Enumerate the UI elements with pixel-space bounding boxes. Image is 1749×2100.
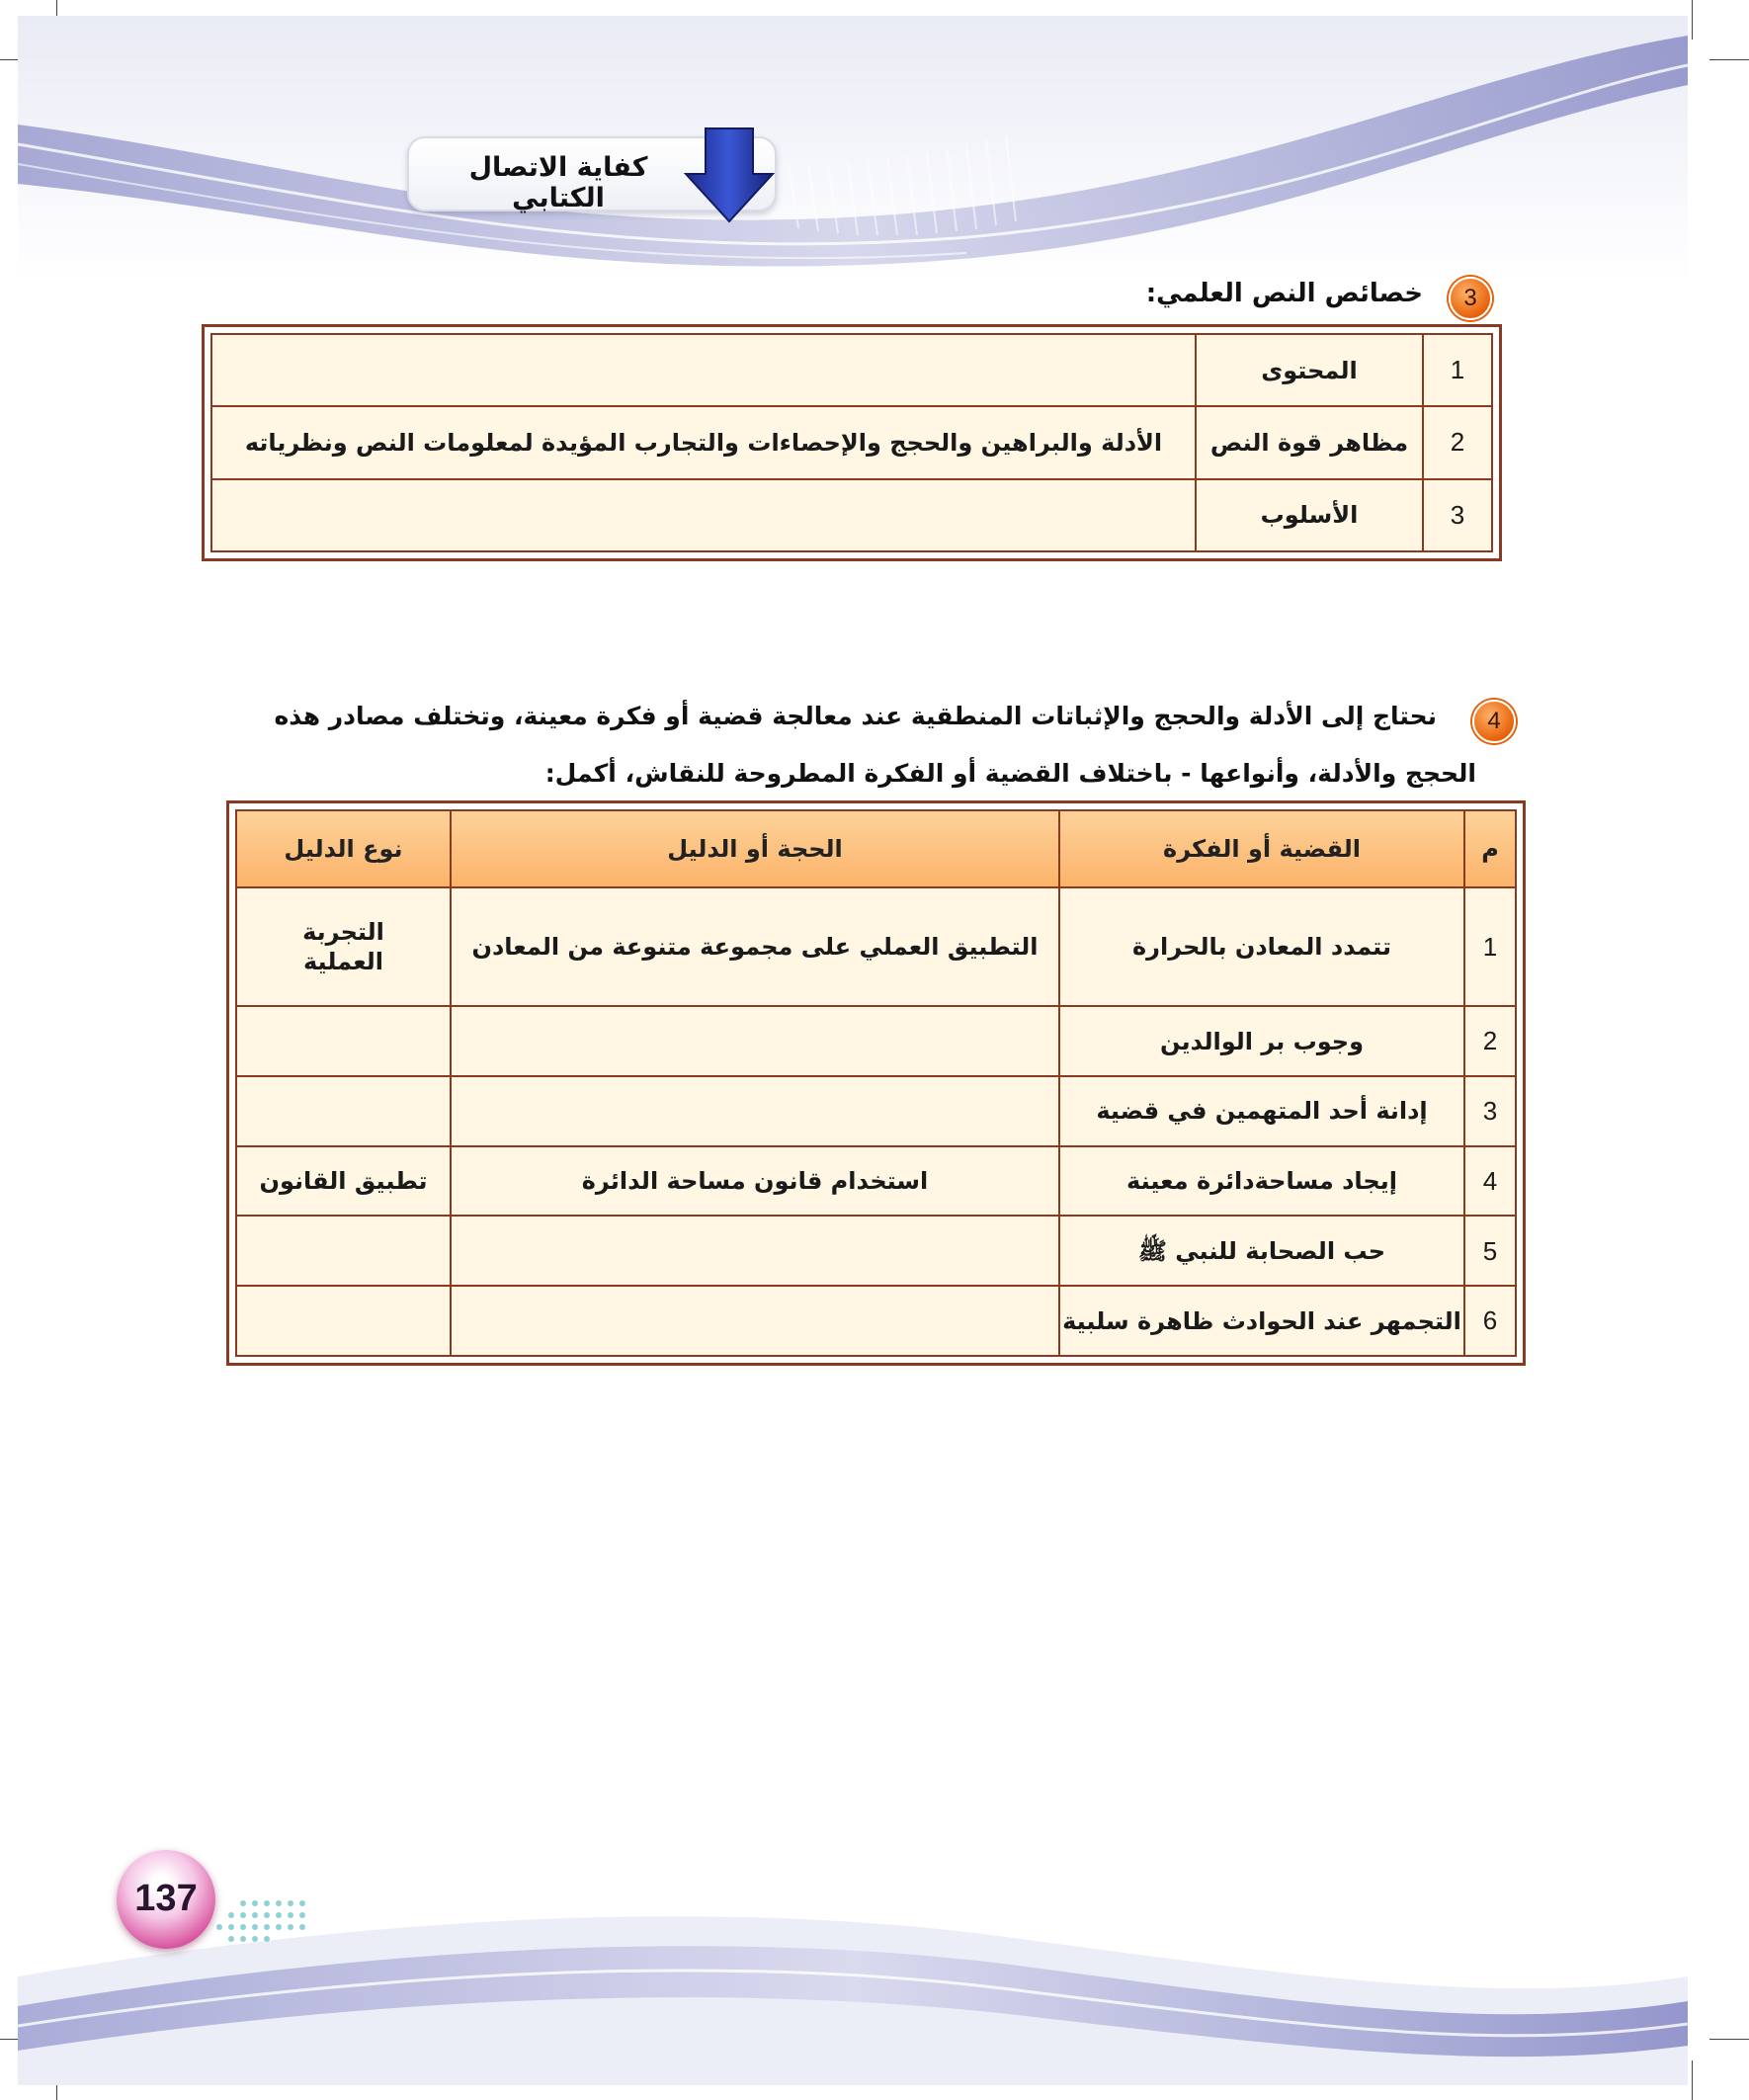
answer-cell[interactable] [211, 479, 1196, 551]
answer-cell[interactable]: الأدلة والبراهين والحجج والإحصاءات والتجارب المؤيدة لمعلومات النص ونظرياته [211, 406, 1196, 478]
issue-cell: تتمدد المعادن بالحرارة [1059, 887, 1464, 1006]
section-heading: خصائص النص العلمي: [1145, 279, 1423, 308]
section-heading-line-2: الحجج والأدلة، وأنواعها - باختلاف القضية أو الفكرة المطروحة للنقاش، أكمل: [544, 759, 1476, 788]
evidence-cell[interactable] [451, 1076, 1059, 1146]
row-number: 5 [1464, 1216, 1516, 1286]
section-header-title: كفاية الاتصال الكتابي [468, 152, 648, 213]
column-header: نوع الدليل [236, 810, 451, 887]
row-number: 1 [1423, 334, 1492, 406]
table-row [236, 1286, 1516, 1356]
evidence-cell[interactable] [451, 1216, 1059, 1286]
crop-mark [1692, 0, 1693, 40]
answer-cell[interactable] [211, 334, 1196, 406]
table-row [236, 1006, 1516, 1076]
evidence-type-cell[interactable] [236, 1216, 451, 1286]
row-number: 3 [1464, 1076, 1516, 1146]
row-number: 6 [1464, 1286, 1516, 1356]
row-number: 4 [1464, 1146, 1516, 1217]
issue-cell: حب الصحابة للنبي ﷺ [1059, 1216, 1464, 1286]
column-header: م [1464, 810, 1516, 887]
page-number: 137 [134, 1878, 198, 1919]
evidence-type-cell[interactable]: تطبيق القانون [236, 1146, 451, 1217]
issue-cell: إيجاد مساحةدائرة معينة [1059, 1146, 1464, 1217]
row-number: 2 [1423, 406, 1492, 478]
crop-mark [1709, 59, 1749, 60]
issue-cell: وجوب بر الوالدين [1059, 1006, 1464, 1076]
row-label: الأسلوب [1196, 479, 1423, 551]
row-number: 1 [1464, 887, 1516, 1006]
table-row [236, 1076, 1516, 1146]
column-header: الحجة أو الدليل [451, 810, 1059, 887]
text-characteristics-table [202, 324, 1502, 561]
row-number: 2 [1464, 1006, 1516, 1076]
evidence-type-cell[interactable] [236, 1076, 451, 1146]
evidence-cell[interactable] [451, 1286, 1059, 1356]
evidence-cell[interactable] [451, 1006, 1059, 1076]
section-heading-line-1: نحتاج إلى الأدلة والحجج والإثباتات المنطقية عند معالجة قضية أو فكرة معينة، وتختلف مصادر هذه [274, 702, 1437, 730]
crop-mark [1709, 2039, 1749, 2040]
table-row [236, 1216, 1516, 1286]
table-row [211, 406, 1492, 478]
crop-mark [1692, 2060, 1693, 2100]
table-row [211, 479, 1492, 551]
section-number-badge: 3 [1449, 277, 1492, 320]
row-label: المحتوى [1196, 334, 1423, 406]
evidence-type-cell[interactable]: التجربة العملية [236, 887, 451, 1006]
issue-cell: التجمهر عند الحوادث ظاهرة سلبية [1059, 1286, 1464, 1356]
table-row [236, 1146, 1516, 1217]
issue-cell: إدانة أحد المتهمين في قضية [1059, 1076, 1464, 1146]
section-number-badge: 4 [1472, 700, 1516, 743]
arrow-down-icon [684, 125, 775, 223]
table-row [211, 334, 1492, 406]
evidence-table [226, 800, 1526, 1366]
top-wave-decoration [18, 16, 1688, 283]
row-label: مظاهر قوة النص [1196, 406, 1423, 478]
evidence-cell[interactable]: التطبيق العملي على مجموعة متنوعة من المعادن [451, 887, 1059, 1006]
table-header-row [236, 810, 1516, 887]
evidence-type-cell[interactable] [236, 1286, 451, 1356]
evidence-cell[interactable]: استخدام قانون مساحة الدائرة [451, 1146, 1059, 1217]
dots-logo-icon [204, 1890, 322, 1969]
column-header: القضية أو الفكرة [1059, 810, 1464, 887]
table-row [236, 887, 1516, 1006]
row-number: 3 [1423, 479, 1492, 551]
evidence-type-cell[interactable] [236, 1006, 451, 1076]
